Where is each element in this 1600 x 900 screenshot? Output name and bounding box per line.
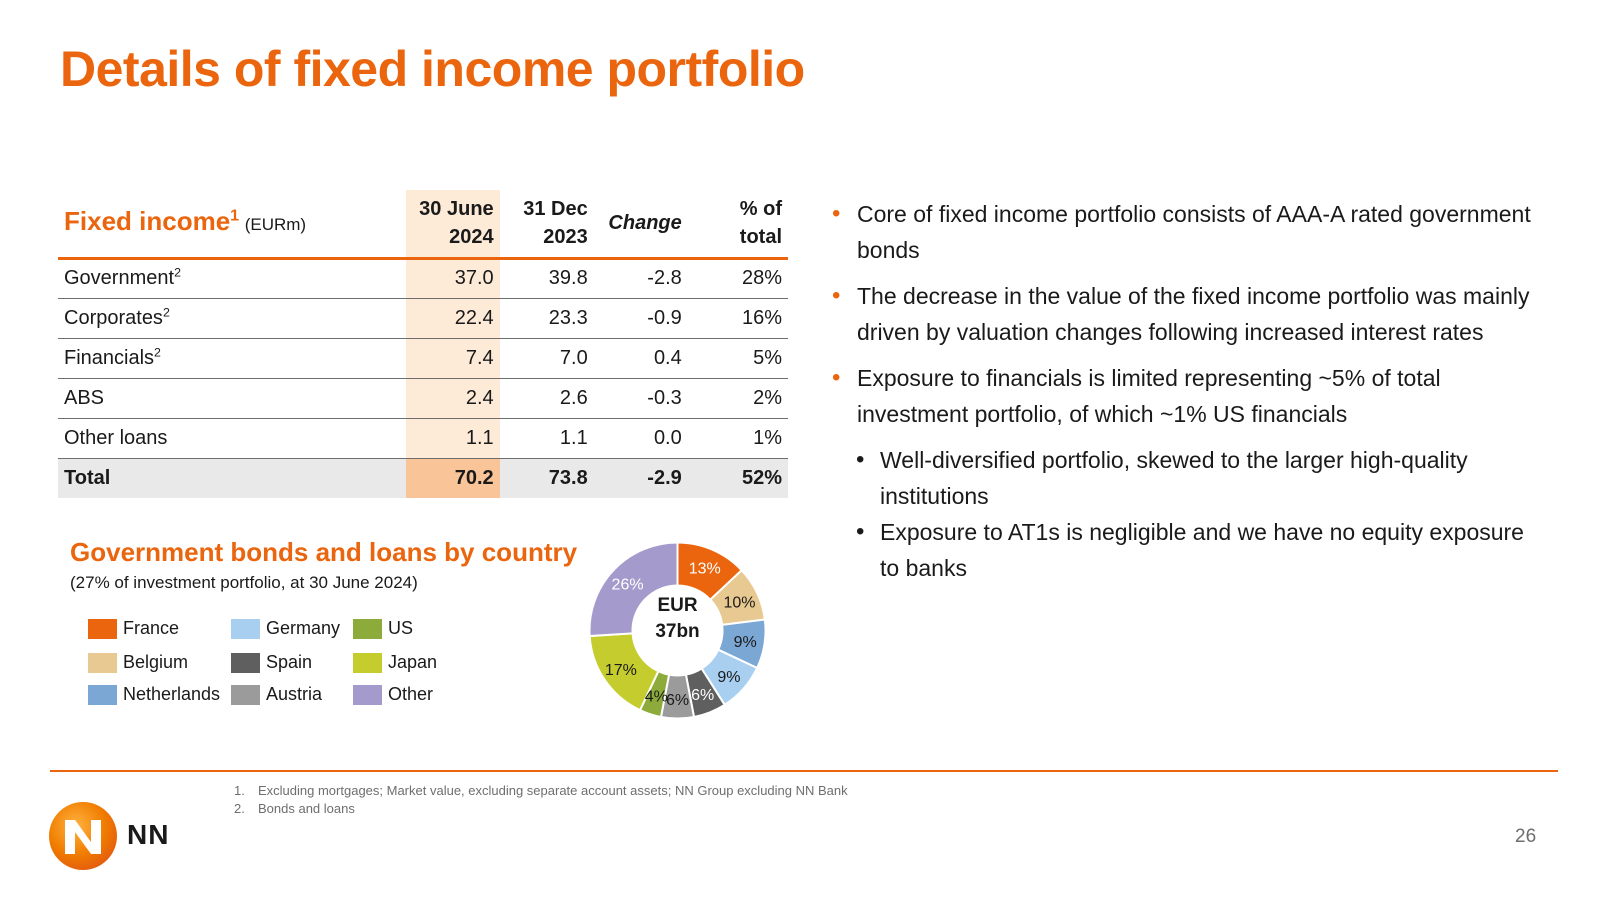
table-row — [58, 338, 788, 378]
row-30-june-2024: 2.4 — [406, 378, 500, 418]
row-label: Financials$^2$ — [64, 344, 161, 369]
total-pct: 52% — [741, 466, 782, 489]
nn-logo-text: NN — [127, 819, 170, 850]
row-change: 0.0 — [653, 426, 682, 449]
bullet-item: • The decrease in the value of the fixed income portfolio was mainly driven by valuation changes following increased interest rates — [832, 278, 1542, 350]
country-donut-chart — [585, 538, 770, 723]
total-label: Total — [64, 466, 111, 489]
gov-bonds-subtitle: (27% of investment portfolio, at 30 June 2024) — [70, 573, 418, 592]
legend-item-japan — [353, 652, 437, 673]
donut-label-belgium: 10% — [723, 594, 756, 612]
row-30-june-2024: 22.4 — [406, 298, 500, 338]
row-label: Other loans — [64, 426, 168, 449]
legend-label: Japan — [388, 652, 438, 672]
donut-label-germany: 9% — [717, 668, 741, 686]
donut-label-japan: 17% — [604, 662, 637, 680]
footnote-2: 2. Bonds and loans — [234, 801, 355, 816]
legend-label: Austria — [266, 684, 323, 704]
row-31-dec-2023: 39.8 — [548, 267, 588, 289]
legend-item-netherlands — [88, 684, 220, 705]
row-pct-total: 28% — [741, 267, 782, 289]
donut-label-us: 4% — [644, 688, 668, 706]
total-v1: 70.2 — [406, 458, 500, 498]
bullet-item: • Well-diversified portfolio, skewed to the larger high-quality institutions — [832, 442, 1542, 514]
legend-swatch — [88, 653, 117, 673]
row-label: Government$^2$ — [64, 265, 181, 289]
legend-swatch — [353, 685, 382, 705]
table-row — [58, 298, 788, 338]
row-label: Corporates$^2$ — [64, 304, 170, 329]
row-change: -0.3 — [647, 386, 682, 409]
donut-label-austria: 6% — [665, 692, 690, 709]
legend-item-spain — [231, 652, 312, 673]
row-31-dec-2023: 7.0 — [559, 346, 588, 369]
row-pct-total: 5% — [753, 346, 782, 369]
legend-swatch — [353, 619, 382, 639]
legend-item-france — [88, 618, 179, 639]
row-label: ABS — [64, 386, 105, 409]
row-change: 0.4 — [653, 346, 682, 369]
legend-item-austria — [231, 684, 322, 705]
donut-label-netherlands: 9% — [733, 634, 757, 652]
legend-label: Netherlands — [123, 684, 221, 704]
bullet-list — [832, 196, 1542, 586]
table-row-total — [58, 458, 788, 498]
col-30-june-2024: 30 June 2024 — [406, 190, 500, 258]
fixed-income-heading: Fixed income$^1$ — [64, 206, 240, 237]
donut-label-france: 13% — [688, 560, 721, 578]
footer-divider — [50, 770, 1558, 772]
row-30-june-2024: 1.1 — [406, 418, 500, 458]
col-31-dec-2023: 31 Dec 2023 — [523, 198, 588, 249]
row-pct-total: 16% — [741, 306, 782, 329]
donut-center-line1: EUR — [657, 595, 698, 616]
donut-center-line2: 37bn — [655, 621, 700, 642]
legend-swatch — [231, 685, 260, 705]
total-v2: 73.8 — [548, 466, 588, 489]
row-30-june-2024: 37.0 — [406, 258, 500, 298]
legend-label: Other — [388, 684, 434, 704]
col-change: Change — [608, 212, 682, 235]
row-change: -0.9 — [647, 306, 682, 329]
row-31-dec-2023: 1.1 — [559, 426, 588, 449]
table-row — [58, 418, 788, 458]
country-legend — [88, 618, 488, 728]
row-31-dec-2023: 2.6 — [559, 386, 588, 409]
legend-label: France — [123, 618, 180, 638]
table-row — [58, 378, 788, 418]
row-pct-total: 1% — [753, 426, 782, 449]
legend-swatch — [88, 619, 117, 639]
table-header-label — [58, 190, 406, 258]
legend-label: Belgium — [123, 652, 189, 672]
page-number: 26 — [1515, 826, 1537, 847]
legend-label: Germany — [266, 618, 341, 638]
legend-swatch — [88, 685, 117, 705]
legend-swatch — [231, 619, 260, 639]
bullet-item: • Core of fixed income portfolio consists of AAA-A rated government bonds — [832, 196, 1542, 268]
donut-label-other: 26% — [611, 576, 644, 594]
row-30-june-2024: 7.4 — [406, 338, 500, 378]
legend-label: Spain — [266, 652, 313, 672]
footnote-1: 1. Excluding mortgages; Market value, excluding separate account assets; NN Group excluding NN Bank — [234, 783, 848, 798]
col-pct-total: % of total — [739, 198, 782, 249]
nn-logo-icon — [47, 800, 119, 872]
legend-swatch — [353, 653, 382, 673]
row-pct-total: 2% — [753, 386, 782, 409]
donut-label-spain: 6% — [691, 687, 715, 705]
unit-label: (EURm) — [244, 215, 307, 235]
legend-item-belgium — [88, 652, 188, 673]
row-change: -2.8 — [647, 267, 682, 289]
fixed-income-table — [58, 190, 788, 498]
page-title: Details of fixed income portfolio — [60, 41, 805, 97]
legend-item-us — [353, 618, 413, 639]
legend-label: US — [388, 618, 414, 638]
legend-item-other — [353, 684, 433, 705]
footnotes — [234, 782, 848, 818]
gov-bonds-title: Government bonds and loans by country — [70, 537, 578, 567]
total-change: -2.9 — [647, 466, 682, 489]
table-header-row — [58, 190, 788, 258]
table-row — [58, 258, 788, 298]
legend-swatch — [231, 653, 260, 673]
bullet-item: • Exposure to AT1s is negligible and we have no equity exposure to banks — [832, 514, 1542, 586]
row-31-dec-2023: 23.3 — [548, 306, 588, 329]
bullet-item: • Exposure to financials is limited representing ~5% of total investment portfolio, of which ~1% US financials — [832, 360, 1542, 432]
legend-item-germany — [231, 618, 340, 639]
